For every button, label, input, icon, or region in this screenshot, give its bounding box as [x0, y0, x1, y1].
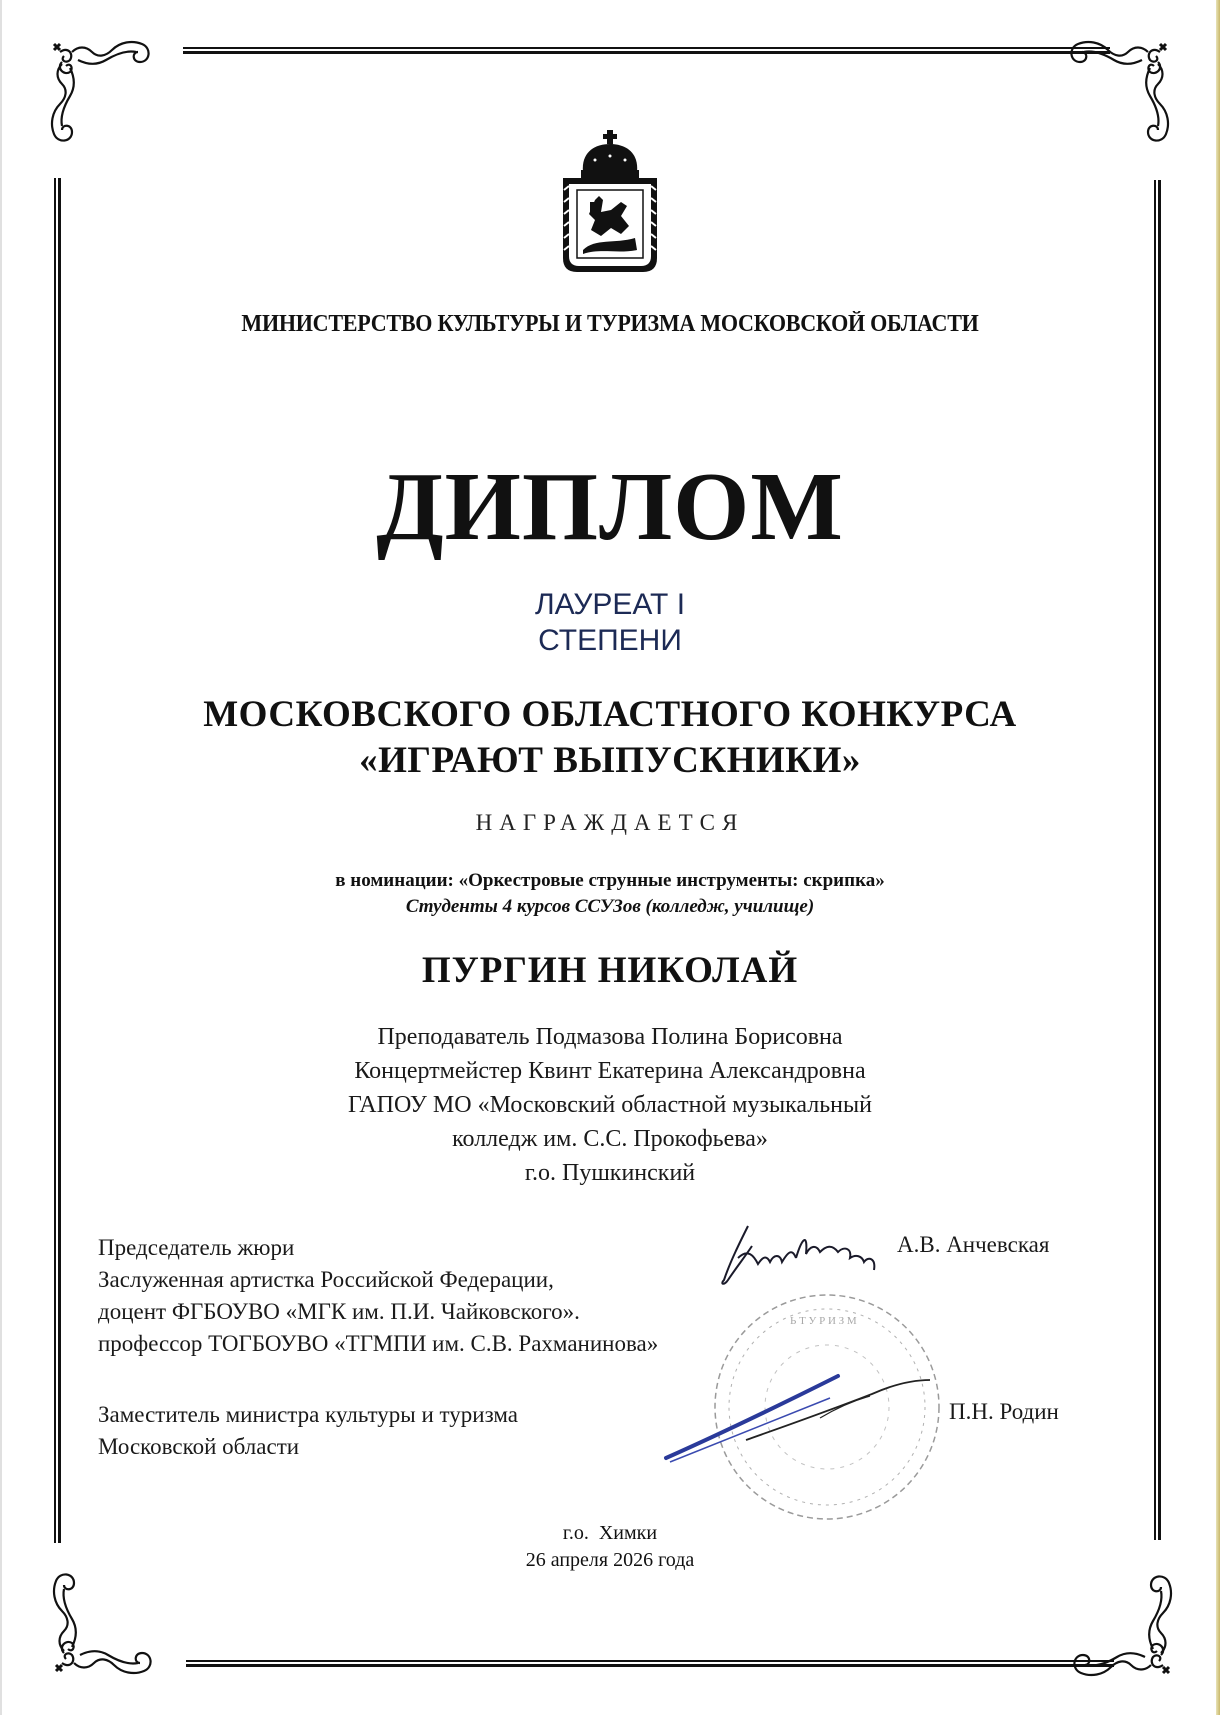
ornamental-corner-icon	[1063, 1567, 1173, 1677]
frame-right-rule	[1154, 180, 1161, 1540]
frame-bottom-rule	[186, 1660, 1114, 1667]
nomination-line-1: в номинации: «Оркестровые струнные инструменты: скрипка»	[335, 870, 885, 891]
details-line: Концертмейстер Квинт Екатерина Александровна	[354, 1058, 866, 1084]
signatory-line: Московской области	[98, 1434, 300, 1459]
details-line: г.о. Пушкинский	[524, 1160, 696, 1186]
jury-chair-name: А.В. Анчевская	[897, 1232, 1050, 1257]
nomination-line-2: Студенты 4 курсов ССУЗов (колледж, училище)	[405, 896, 815, 917]
ministry-heading: МИНИСТЕРСТВО КУЛЬТУРЫ И ТУРИЗМА МОСКОВСКОЙ ОБЛАСТИ	[241, 311, 979, 337]
signatory-line: Председатель жюри	[98, 1235, 295, 1260]
details-line: Преподаватель Подмазова Полина Борисовна	[377, 1024, 843, 1050]
page-edge-right	[1216, 0, 1220, 1715]
ornamental-corner-icon	[50, 40, 160, 150]
details-line: колледж им. С.С. Прокофьева»	[452, 1126, 768, 1152]
frame-top-rule	[183, 47, 1110, 54]
jury-chair-title	[98, 1232, 658, 1360]
handwritten-signature-icon	[660, 1330, 950, 1470]
details-line: ГАПОУ МО «Московский областной музыкальный	[348, 1092, 872, 1118]
signatory-line: Заслуженная артистка Российской Федерации,	[98, 1267, 554, 1292]
awarded-label: НАГРАЖДАЕТСЯ	[475, 810, 745, 835]
deputy-minister-title	[98, 1399, 518, 1463]
nomination	[0, 868, 1220, 920]
ornamental-corner-icon	[1060, 40, 1170, 150]
contest-name	[0, 692, 1220, 784]
page-edge-left	[0, 0, 2, 1715]
laureate-degree	[0, 587, 1220, 659]
winner-name: ПУРГИН НИКОЛАЙ	[421, 950, 799, 991]
contest-line-2: «ИГРАЮТ ВЫПУСКНИКИ»	[359, 740, 861, 781]
city: г.о. Химки	[562, 1522, 658, 1544]
moscow-oblast-coat-of-arms-icon	[555, 130, 665, 275]
signatory-line: доцент ФГБОУВО «МГК им. П.И. Чайковского».	[98, 1299, 580, 1324]
winner-details	[0, 1020, 1220, 1190]
city-date	[0, 1520, 1220, 1574]
laureate-line-1: ЛАУРЕАТ I	[534, 588, 686, 621]
deputy-minister-name: П.Н. Родин	[949, 1399, 1059, 1424]
handwritten-signature-icon	[718, 1218, 913, 1288]
contest-line-1: МОСКОВСКОГО ОБЛАСТНОГО КОНКУРСА	[203, 694, 1017, 735]
signatory-line: Заместитель министра культуры и туризма	[98, 1402, 518, 1427]
laureate-line-2: СТЕПЕНИ	[538, 624, 682, 657]
signatory-line: профессор ТОГБОУВО «ТГМПИ им. С.В. Рахманинова»	[98, 1331, 659, 1356]
date: 26 апреля 2026 года	[525, 1549, 695, 1571]
frame-left-rule	[54, 178, 61, 1543]
document-title: ДИПЛОМ	[376, 453, 844, 561]
ornamental-corner-icon	[52, 1565, 162, 1675]
svg-text:Ь Т У Р И З М: Ь Т У Р И З М	[790, 1315, 857, 1327]
